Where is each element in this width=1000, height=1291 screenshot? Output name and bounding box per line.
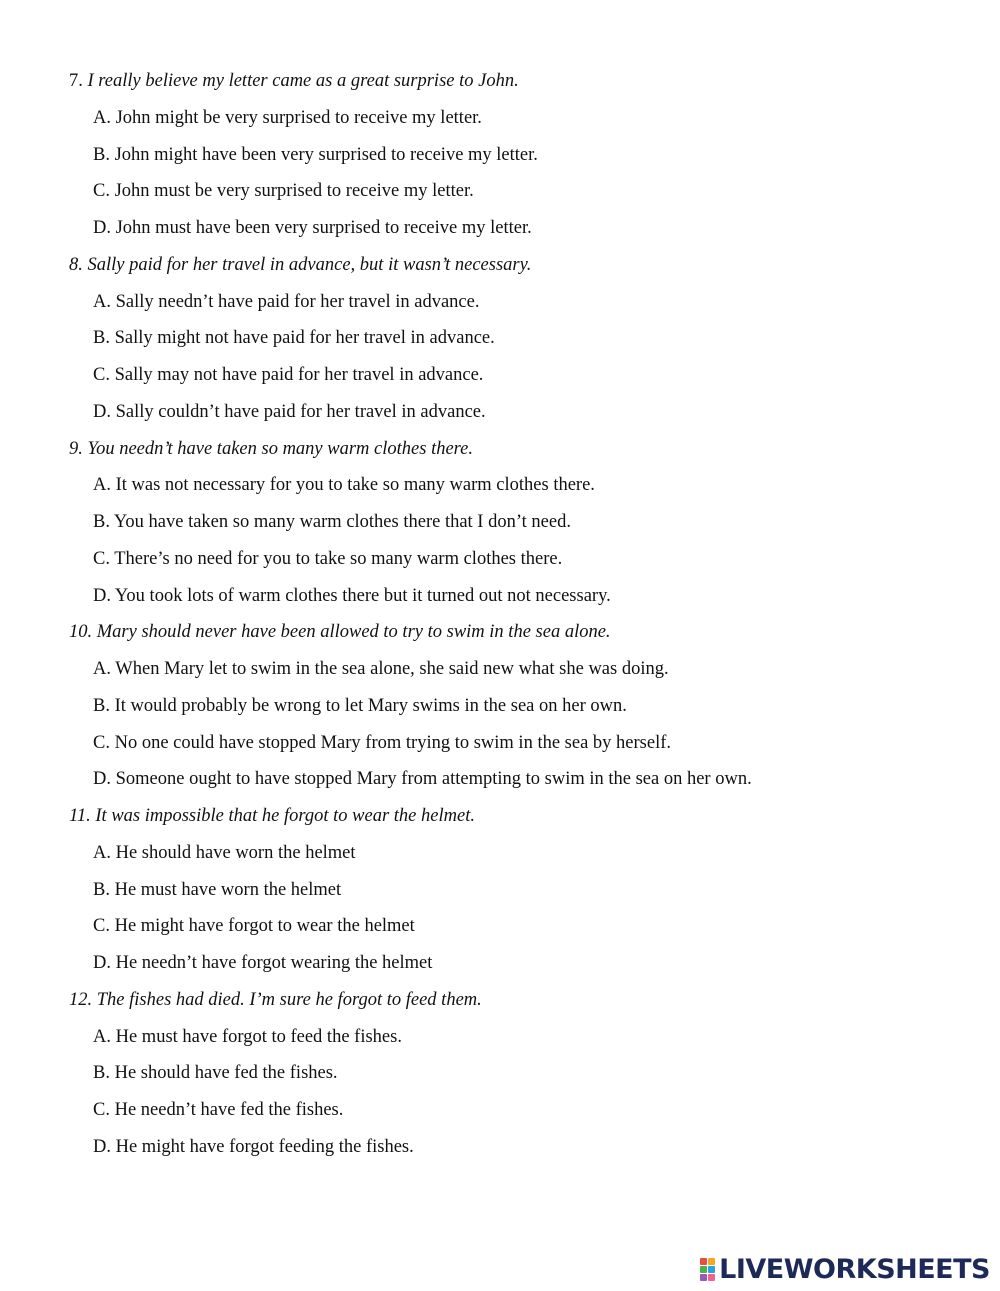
option-d: D. He might have forgot feeding the fishes. bbox=[93, 1136, 414, 1157]
question-stem bbox=[0, 801, 1000, 838]
option-a: A. Sally needn’t have paid for her travel in advance. bbox=[93, 291, 480, 312]
option-a: A. When Mary let to swim in the sea alone, she said new what she was doing. bbox=[93, 659, 669, 679]
question-stem bbox=[0, 617, 1000, 654]
option-c: C. No one could have stopped Mary from trying to swim in the sea by herself. bbox=[93, 732, 672, 753]
question-text: You needn’t have taken so many warm clothes there. bbox=[87, 438, 474, 459]
question-stem bbox=[0, 66, 1000, 103]
question-number: 9. bbox=[69, 438, 83, 459]
question-number: 10. bbox=[69, 622, 93, 643]
liveworksheets-logo bbox=[700, 1252, 990, 1286]
option-b: B. It would probably be wrong to let Mary swims in the sea on her own. bbox=[93, 695, 627, 716]
option-d: D. Someone ought to have stopped Mary from attempting to swim in the sea on her own. bbox=[93, 769, 752, 790]
logo-block bbox=[700, 1274, 707, 1281]
option-c: C. John must be very surprised to receive my letter. bbox=[93, 181, 474, 202]
logo-block bbox=[700, 1266, 707, 1273]
question-12 bbox=[0, 985, 1000, 1169]
logo-block bbox=[700, 1258, 707, 1265]
option-b: B. John might have been very surprised to receive my letter. bbox=[93, 144, 538, 165]
option-a: A. It was not necessary for you to take so many warm clothes there. bbox=[93, 475, 595, 496]
question-text: It was impossible that he forgot to wear the helmet. bbox=[95, 806, 475, 826]
question-stem bbox=[0, 985, 1000, 1022]
option-c: C. There’s no need for you to take so many warm clothes there. bbox=[93, 548, 563, 569]
question-stem bbox=[0, 434, 1000, 471]
option-d: D. John must have been very surprised to receive my letter. bbox=[93, 218, 532, 238]
option-b: B. You have taken so many warm clothes there that I don’t need. bbox=[93, 512, 571, 532]
logo-block bbox=[708, 1274, 715, 1281]
option-c: C. Sally may not have paid for her travel in advance. bbox=[93, 365, 484, 385]
option-a: A. He must have forgot to feed the fishes. bbox=[93, 1026, 402, 1047]
option-d: D. You took lots of warm clothes there but it turned out not necessary. bbox=[93, 585, 611, 606]
question-11 bbox=[0, 801, 1000, 985]
question-number: 12. bbox=[69, 989, 93, 1010]
logo-blocks-icon bbox=[700, 1258, 715, 1281]
question-10 bbox=[0, 617, 1000, 801]
option-d: D. Sally couldn’t have paid for her travel in advance. bbox=[93, 401, 486, 422]
question-7 bbox=[0, 66, 1000, 250]
question-number: 11. bbox=[69, 806, 91, 826]
question-number: 8. bbox=[69, 254, 83, 275]
question-text: Mary should never have been allowed to try to swim in the sea alone. bbox=[96, 622, 611, 643]
question-9 bbox=[0, 434, 1000, 618]
worksheet bbox=[0, 66, 1000, 1169]
option-d: D. He needn’t have forgot wearing the helmet bbox=[93, 953, 433, 973]
option-a: A. He should have worn the helmet bbox=[93, 842, 356, 863]
logo-text: LIVEWORKSHEETS bbox=[719, 1253, 990, 1285]
question-8 bbox=[0, 250, 1000, 434]
option-b: B. He should have fed the fishes. bbox=[93, 1063, 338, 1084]
option-a: A. John might be very surprised to receive my letter. bbox=[93, 107, 482, 128]
logo-block bbox=[708, 1258, 715, 1265]
option-c: C. He needn’t have fed the fishes. bbox=[93, 1100, 344, 1120]
question-number: 7. bbox=[69, 71, 83, 91]
question-stem bbox=[0, 250, 1000, 287]
question-text: I really believe my letter came as a great surprise to John. bbox=[87, 71, 519, 91]
question-text: The fishes had died. I’m sure he forgot to feed them. bbox=[96, 989, 482, 1010]
logo-block bbox=[708, 1266, 715, 1273]
option-b: B. Sally might not have paid for her travel in advance. bbox=[93, 328, 495, 349]
option-c: C. He might have forgot to wear the helmet bbox=[93, 916, 415, 937]
question-text: Sally paid for her travel in advance, but it wasn’t necessary. bbox=[87, 254, 532, 275]
option-b: B. He must have worn the helmet bbox=[93, 879, 342, 900]
